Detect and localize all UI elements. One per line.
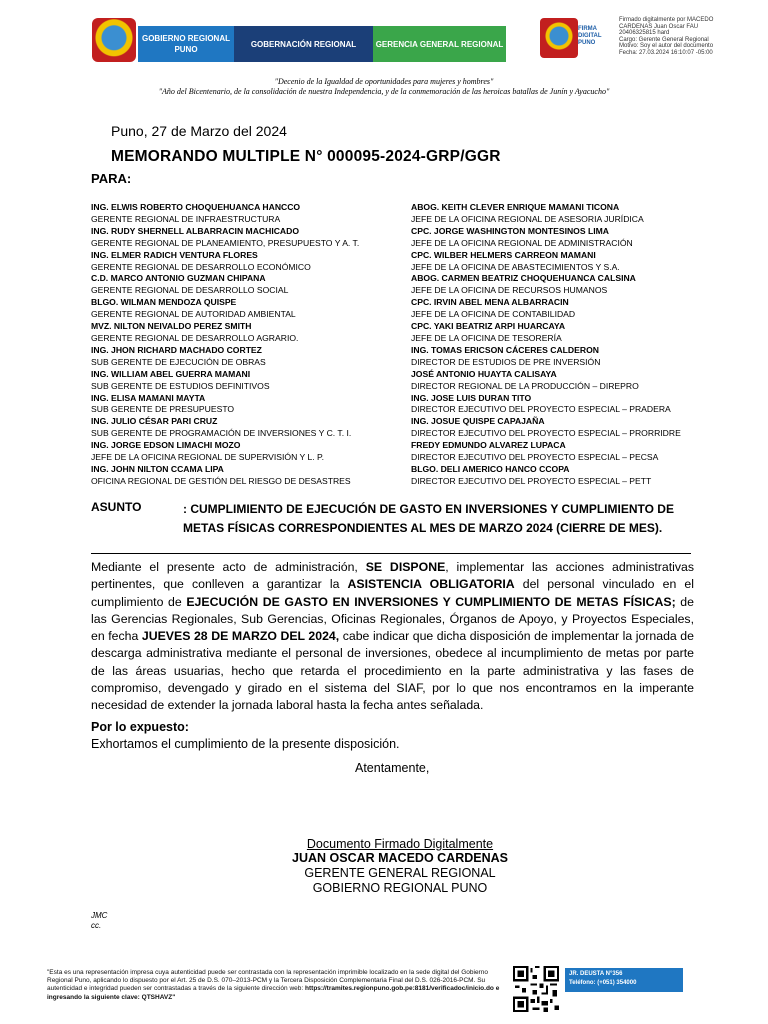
signature-line: Fecha: 27.03.2024 16:10:07 -05:00	[619, 49, 713, 56]
recipient-role: JEFE DE LA OFICINA DE RECURSOS HUMANOS	[411, 285, 608, 296]
recipient-name: BLGO. WILMAN MENDOZA QUISPE	[91, 297, 237, 308]
verification-url[interactable]: https://tramites.regionpuno.gob.pe:8181/verificadoc/inicio.do e ingresando la siguiente clave: QTSHAVZ"	[47, 985, 500, 1001]
signature-line: 20406325815 hard	[619, 30, 670, 37]
signer-org: GOBIERNO REGIONAL PUNO	[312, 881, 488, 895]
recipient-role: SUB GERENTE DE PROGRAMACIÓN DE INVERSIONES Y C. T. I.	[91, 428, 352, 439]
divider	[91, 553, 691, 554]
decenio-heading	[0, 77, 768, 96]
recipient-name: CPC. IRVIN ABEL MENA ALBARRACIN	[411, 297, 569, 308]
body-bold: ASISTENCIA OBLIGATORIA	[347, 577, 515, 592]
recipient-role: JEFE DE LA OFICINA REGIONAL DE SUPERVISIÓN Y L. P.	[91, 452, 325, 463]
signature-line: Motivo: Soy el autor del documento	[619, 43, 714, 50]
para-label: PARA:	[91, 171, 132, 186]
signature-line: Cargo: Gerente General Regional	[619, 36, 709, 43]
body-text: del personal vinculado en el cumplimiento de	[91, 577, 695, 609]
recipient-role: SUB GERENTE DE EJECUCIÓN DE OBRAS	[91, 356, 266, 367]
recipient-role: GERENTE REGIONAL DE DESARROLLO ECONÓMICO	[91, 261, 311, 272]
body-text: Mediante el presente acto de administración,	[91, 560, 366, 574]
initials: JMC	[91, 911, 108, 920]
recipient-name: MVZ. NILTON NEIVALDO PEREZ SMITH	[91, 321, 252, 332]
recipient-name: ING. JOHN NILTON CCAMA LIPA	[91, 463, 224, 474]
recipient-role: GERENTE REGIONAL DE DESARROLLO AGRARIO.	[91, 332, 299, 343]
decenio-line-1: "Decenio de la Igualdad de oportunidades para mujeres y hombres"	[274, 77, 494, 86]
header-band-gobernacion: GOBERNACIÓN REGIONAL	[234, 26, 373, 62]
recipient-name: ING. RUDY SHERNELL ALBARRACIN MACHICADO	[91, 225, 300, 236]
address: JR. DEUSTA N°356	[569, 971, 623, 977]
signer-name: JUAN OSCAR MACEDO CARDENAS	[292, 851, 508, 865]
recipient-name: CPC. WILBER HELMERS CARREON MAMANI	[411, 249, 596, 260]
memo-title: MEMORANDO MULTIPLE N° 000095-2024-GRP/GGR	[111, 148, 501, 165]
copy-label: cc.	[91, 921, 102, 930]
recipient-name: CPC. JORGE WASHINGTON MONTESINOS LIMA	[411, 225, 609, 236]
recipient-role: JEFE DE LA OFICINA DE TESORERÍA	[411, 332, 562, 343]
digital-signature-brand: FIRMA DIGITAL PUNO	[578, 26, 602, 46]
recipient-role: JEFE DE LA OFICINA REGIONAL DE ASESORIA JURÍDICA	[411, 213, 644, 224]
recipient-name: ING. JOSE LUIS DURAN TITO	[411, 392, 532, 403]
recipient-role: DIRECTOR EJECUTIVO DEL PROYECTO ESPECIAL – PECSA	[411, 452, 659, 463]
recipients-right	[411, 202, 711, 488]
recipient-role: DIRECTOR DE ESTUDIOS DE PRE INVERSIÓN	[411, 356, 601, 367]
recipient-name: ING. TOMAS ERICSON CÁCERES CALDERON	[411, 344, 599, 355]
recipient-name: ING. JORGE EDSON LIMACHI MOZO	[91, 440, 241, 451]
digital-signature-logo	[540, 18, 578, 58]
document-date: Puno, 27 de Marzo del 2024	[111, 123, 287, 139]
recipients-left	[91, 202, 401, 488]
signer-title: GERENTE GENERAL REGIONAL	[304, 866, 496, 880]
recipient-name: ING. WILLIAM ABEL GUERRA MAMANI	[91, 368, 251, 379]
recipient-name: ABOG. CARMEN BEATRIZ CHOQUEHUANCA CALSINA	[411, 273, 636, 284]
recipient-role: JEFE DE LA OFICINA DE ABASTECIMIENTOS Y S.A.	[411, 261, 620, 272]
recipient-role: DIRECTOR EJECUTIVO DEL PROYECTO ESPECIAL – PRADERA	[411, 404, 671, 415]
expuesto-heading: Por lo expuesto:	[91, 720, 189, 734]
recipient-role: GERENTE REGIONAL DE INFRAESTRUCTURA	[91, 213, 281, 224]
exhort-text: Exhortamos el cumplimiento de la presente disposición.	[91, 737, 400, 751]
recipient-name: FREDY EDMUNDO ALVAREZ LUPACA	[411, 440, 566, 451]
signature-line: CARDENAS Juan Oscar FAU	[619, 23, 699, 30]
recipient-role: GERENTE REGIONAL DE AUTORIDAD AMBIENTAL	[91, 309, 296, 320]
recipient-name: ING. ELMER RADICH VENTURA FLORES	[91, 249, 258, 260]
recipient-role: OFICINA REGIONAL DE GESTIÓN DEL RIESGO DE DESASTRES	[91, 475, 351, 486]
body-bold: SE DISPONE	[365, 560, 446, 574]
recipient-name: ING. JHON RICHARD MACHADO CORTEZ	[91, 344, 262, 355]
gobierno-regional-logo	[92, 18, 136, 62]
recipient-role: GERENTE REGIONAL DE PLANEAMIENTO, PRESUPUESTO Y A. T.	[91, 237, 360, 248]
recipient-role: DIRECTOR REGIONAL DE LA PRODUCCIÓN – DIREPRO	[411, 380, 639, 391]
body-text: de las Gerencias Regionales, Sub Gerencias, Oficinas Regionales, Órganos de Apoyo, y Proyectos Especiales, en fecha	[91, 594, 694, 644]
asunto-label: ASUNTO	[91, 500, 142, 514]
closing-text: Atentamente,	[355, 761, 430, 775]
decenio-line-2: "Año del Bicentenario, de la consolidación de nuestra Independencia, y de la conmemoración de las heroicas batallas de Junín y Ayacucho"	[158, 86, 610, 96]
recipient-name: ABOG. KEITH CLEVER ENRIQUE MAMANI TICONA	[411, 202, 620, 212]
recipient-name: ING. ELWIS ROBERTO CHOQUEHUANCA HANCCO	[91, 202, 301, 212]
body-text: cabe indicar que dicha disposición de implementar la jornada de descarga administrativa mediante el personal de inversiones, obedece al incumplimiento de metas por parte de las áreas usuarias, hecho que retarda el procedimiento en la parte administrativa y las fases de compromiso, devengado y girado en el sistema del SIAF, por lo que nos encontramos en la imperante necesidad de extender la jornada laboral hasta la fecha antes señalada.	[91, 629, 694, 713]
body-bold: JUEVES 28 DE MARZO DEL 2024,	[141, 629, 340, 644]
recipient-role: GERENTE REGIONAL DE DESARROLLO SOCIAL	[91, 285, 289, 296]
contact-box	[565, 968, 683, 992]
header-band-gobierno: GOBIERNO REGIONAL PUNO	[138, 26, 234, 62]
qr-code-icon	[513, 966, 559, 1012]
recipient-role: SUB GERENTE DE ESTUDIOS DEFINITIVOS	[91, 380, 270, 391]
recipient-role: JEFE DE LA OFICINA DE CONTABILIDAD	[411, 309, 576, 320]
recipient-role: JEFE DE LA OFICINA REGIONAL DE ADMINISTRACIÓN	[411, 237, 633, 248]
footnote-text: "Esta es una representación impresa cuya autenticidad puede ser contrastada con la representación imprimible localizado en la sede digital del Gobierno Regional Puno, aplicando lo dispuesto por el Art. 25 de D.S. 070–2013-PCM y la Tercera Disposición Complementaria Final del D.S. 026-2016-PCM. Su autenticidad e integridad pueden ser contrastadas a través de la siguiente dirección web:	[47, 969, 488, 993]
recipient-role: SUB GERENTE DE PRESUPUESTO	[91, 404, 235, 415]
initials-block	[91, 911, 107, 931]
header-band-gerencia: GERENCIA GENERAL REGIONAL	[373, 26, 506, 62]
recipient-role: DIRECTOR EJECUTIVO DEL PROYECTO ESPECIAL – PRORRIDRE	[411, 428, 681, 439]
recipient-name: ING. ELISA MAMANI MAYTA	[91, 392, 206, 403]
recipient-name: CPC. YAKI BEATRIZ ARPI HUARCAYA	[411, 321, 566, 332]
recipient-role: DIRECTOR EJECUTIVO DEL PROYECTO ESPECIAL – PETT	[411, 475, 652, 486]
recipient-name: ING. JOSUE QUISPE CAPAJAÑA	[411, 416, 545, 427]
signature-note: Documento Firmado Digitalmente	[306, 837, 494, 851]
signature-line: Firmado digitalmente por MACEDO	[619, 17, 714, 23]
phone: Teléfono: (+051) 354000	[569, 980, 637, 986]
recipient-name: C.D. MARCO ANTONIO GUZMAN CHIPANA	[91, 273, 266, 284]
authenticity-footnote	[47, 969, 501, 1002]
recipient-name: JOSÉ ANTONIO HUAYTA CALISAYA	[411, 368, 557, 379]
digital-signature-block	[619, 17, 764, 57]
memo-body	[91, 559, 694, 715]
recipient-name: ING. JULIO CÉSAR PARI CRUZ	[91, 416, 218, 427]
recipient-name: BLGO. DELI AMERICO HANCO CCOPA	[411, 463, 570, 474]
body-bold: EJECUCIÓN DE GASTO EN INVERSIONES Y CUMPLIMIENTO DE METAS FÍSICAS;	[186, 594, 676, 609]
asunto-text: : CUMPLIMIENTO DE EJECUCIÓN DE GASTO EN INVERSIONES Y CUMPLIMIENTO DE METAS FÍSICAS CORRESPONDIENTES AL MES DE MARZO 2024 (CIERRE DE MES).	[183, 502, 674, 535]
body-text: , implementar las acciones administrativas pertinentes, que conlleven a garantizar la	[91, 560, 695, 592]
